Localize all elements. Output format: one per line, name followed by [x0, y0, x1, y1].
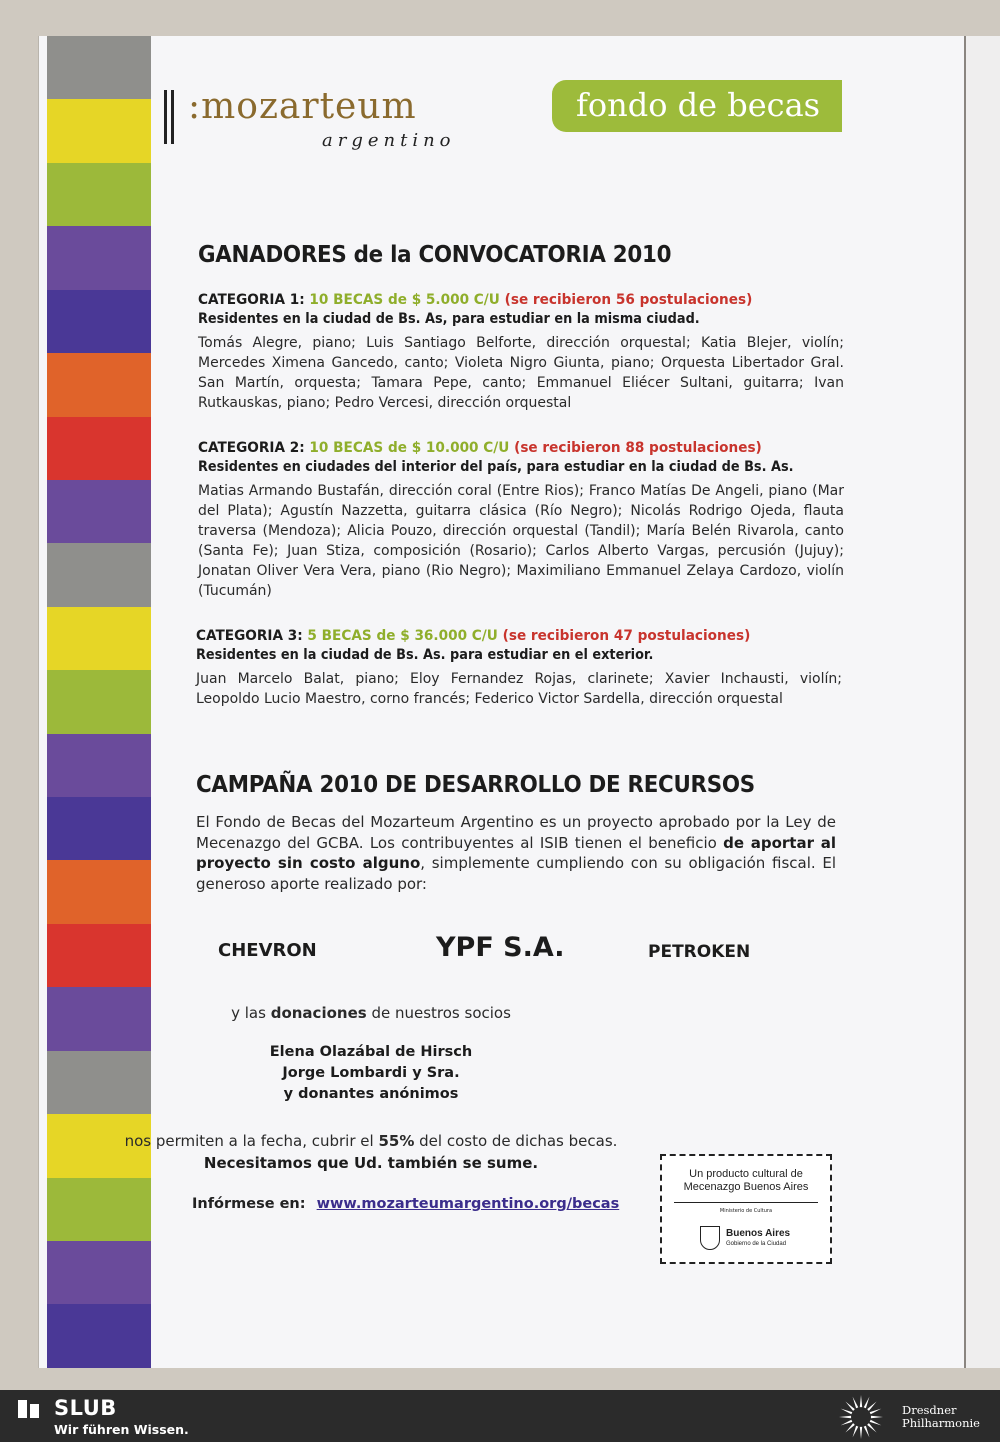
- sponsor-chevron: CHEVRON: [218, 940, 317, 961]
- donations-pre: y las: [231, 1004, 266, 1022]
- stamp-divider: [674, 1202, 818, 1203]
- category-winners: Tomás Alegre, piano; Luis Santiago Belforte, dirección orquestal; Katia Blejer, violín; Mercedes Ximena Gancedo, canto; Violeta Nigro Giunta, piano; Orquesta Libertador Gral. San Martín, orquesta; Tamara Pepe, canto; Emmanuel Eliécer Sultani, guitarra; Ivan Rutkauskas, piano; Pedro Vercesi, dirección orquestal: [198, 335, 844, 411]
- slub-tagline: Wir führen Wissen.: [54, 1422, 189, 1437]
- sunburst-ray: [841, 1409, 853, 1415]
- becas-link[interactable]: www.mozarteumargentino.org/becas: [316, 1196, 620, 1212]
- category-3-header: [196, 628, 803, 644]
- philharmonie-name[interactable]: [902, 1404, 980, 1430]
- sunburst-ray: [841, 1420, 853, 1426]
- stamp-line-1: Un producto cultural de: [689, 1168, 803, 1180]
- color-stripe: [47, 607, 151, 670]
- stamp-ministry: Ministerio de Cultura: [719, 1208, 773, 1214]
- campana-text-bold: de aportar al proyecto sin costo alguno: [196, 833, 836, 872]
- campana-paragraph: [196, 812, 836, 894]
- color-stripe: [47, 670, 151, 733]
- mecenazgo-stamp: [660, 1154, 832, 1264]
- sunburst-ray: [864, 1426, 870, 1438]
- sunburst-ray: [871, 1416, 883, 1418]
- partner-line-1: Dresdner: [902, 1403, 957, 1417]
- stamp-text: [662, 1168, 830, 1194]
- category-postulaciones: (se recibieron 56 postulaciones): [504, 292, 753, 308]
- logo-subtitle: argentino: [322, 130, 456, 151]
- category-3: [196, 628, 842, 709]
- donations-post: de nuestros socios: [371, 1004, 511, 1022]
- sunburst-ray: [853, 1426, 859, 1438]
- philharmonie-sunburst-icon[interactable]: [838, 1394, 884, 1440]
- color-stripe: [47, 290, 151, 353]
- info-line: [192, 1196, 619, 1212]
- color-stripe: [47, 417, 151, 480]
- sunburst-ray: [870, 1409, 882, 1415]
- sunburst-ray: [867, 1401, 876, 1410]
- color-stripe: [47, 543, 151, 606]
- category-winners: Matias Armando Bustafán, dirección coral (Entre Rios); Franco Matías De Angeli, piano (Mar del Plata); Agustín Nazzetta, guitarra clásica (Río Negro); Nicolás Rodrigo Ojeda, flauta traversa (Mendoza); Alicia Pouzo, dirección orquestal (Tandil); María Belén Rivarola, canto (Santa Fe); Juan Stiza, composición (Rosario); Carlos Alberto Vargas, percusión (Jujuy); Jonatan Oliver Vera Vera, piano (Rio Negro); Maximiliano Emmanuel Zelaya Cardozo, violín (Tucumán): [198, 483, 844, 599]
- partner-line-2: Philharmonie: [902, 1416, 980, 1430]
- campana-text-1: El Fondo de Becas del Mozarteum Argentino es un proyecto aprobado por la Ley de Mecenazgo del GCBA. Los contribuyentes al ISIB tienen el beneficio: [196, 813, 836, 852]
- color-stripe: [47, 353, 151, 416]
- color-stripe: [47, 860, 151, 923]
- category-2: [198, 440, 844, 601]
- stamp-government: Gobierno de la Ciudad: [726, 1241, 787, 1247]
- sunburst-ray: [860, 1427, 862, 1439]
- color-stripe: [47, 226, 151, 289]
- donations-line: [0, 1004, 834, 1022]
- category-subtitle: Residentes en la ciudad de Bs. As. para estudiar en el exterior.: [196, 647, 654, 663]
- category-2-header: [198, 440, 805, 456]
- fondo-de-becas-tag: fondo de becas: [552, 80, 842, 132]
- color-stripe: [47, 480, 151, 543]
- closing-post: del costo de dichas becas.: [419, 1132, 618, 1150]
- category-winners: Juan Marcelo Balat, piano; Eloy Fernandez Rojas, clarinete; Xavier Inchausti, violín; Leopoldo Lucio Maestro, corno francés; Federico Victor Sardella, dirección orquestal: [196, 671, 842, 707]
- slub-book-icon: [18, 1400, 40, 1418]
- category-becas: 5 BECAS de $ 36.000 C/U: [307, 628, 498, 644]
- sunburst-ray: [839, 1416, 851, 1418]
- category-1-header: [198, 292, 805, 308]
- ganadores-title: GANADORES de la CONVOCATORIA 2010: [198, 242, 672, 268]
- color-stripe: [47, 1178, 151, 1241]
- logo-bars-icon: [162, 90, 180, 144]
- category-postulaciones: (se recibieron 88 postulaciones): [514, 440, 762, 456]
- color-stripe: [47, 1241, 151, 1304]
- category-becas: 10 BECAS de $ 5.000 C/U: [309, 292, 500, 308]
- color-stripe: [47, 924, 151, 987]
- color-stripe: [47, 36, 151, 99]
- campana-text-2: , simplemente cumpliendo con su obligación fiscal. El generoso aporte realizado por:: [196, 854, 837, 893]
- closing-pre: nos permiten a la fecha, cubrir el: [124, 1132, 374, 1150]
- stamp-city: Buenos Aires: [726, 1228, 791, 1239]
- info-label: Infórmese en:: [192, 1196, 306, 1212]
- logo-word: :mozarteum: [188, 86, 417, 127]
- closing-line: [0, 1132, 834, 1150]
- category-label: CATEGORIA 2:: [198, 440, 305, 456]
- donor-name: Jorge Lombardi y Sra.: [282, 1065, 460, 1081]
- mozarteum-logo: [162, 86, 462, 182]
- sunburst-ray: [860, 1395, 862, 1407]
- closing-percentage: 55%: [378, 1132, 415, 1150]
- sunburst-ray: [867, 1423, 876, 1432]
- color-stripe: [47, 99, 151, 162]
- sunburst-ray: [845, 1423, 854, 1432]
- footer-bar: [0, 1390, 1000, 1442]
- donor-name: y donantes anónimos: [283, 1086, 459, 1102]
- color-stripe: [47, 1304, 151, 1367]
- color-stripe: [47, 163, 151, 226]
- category-subtitle: Residentes en ciudades del interior del país, para estudiar en la ciudad de Bs. As.: [198, 459, 794, 475]
- sunburst-ray: [870, 1420, 882, 1426]
- donors-list: [0, 1042, 834, 1105]
- donations-bold: donaciones: [270, 1004, 367, 1022]
- category-subtitle: Residentes en la ciudad de Bs. As, para estudiar en la misma ciudad.: [198, 311, 700, 327]
- city-shield-icon: [700, 1226, 720, 1250]
- color-stripe: [47, 734, 151, 797]
- stamp-line-2: Mecenazgo Buenos Aires: [683, 1181, 809, 1193]
- sunburst-ray: [853, 1397, 859, 1409]
- color-stripe: [47, 797, 151, 860]
- donor-name: Elena Olazábal de Hirsch: [269, 1044, 473, 1060]
- sunburst-ray: [864, 1397, 870, 1409]
- category-label: CATEGORIA 1:: [198, 292, 305, 308]
- facing-page-edge: [964, 36, 1000, 1368]
- category-label: CATEGORIA 3:: [196, 628, 303, 644]
- closing-call: Necesitamos que Ud. también se sume.: [203, 1154, 539, 1172]
- campana-title: CAMPAÑA 2010 DE DESARROLLO DE RECURSOS: [196, 772, 755, 798]
- category-postulaciones: (se recibieron 47 postulaciones): [502, 628, 751, 644]
- category-1: [198, 292, 844, 413]
- sunburst-ray: [845, 1401, 854, 1410]
- sponsor-petroken: PETROKEN: [648, 942, 751, 962]
- sponsor-ypf: YPF S.A.: [436, 932, 565, 963]
- slub-logo-text[interactable]: SLUB: [54, 1396, 117, 1420]
- category-becas: 10 BECAS de $ 10.000 C/U: [309, 440, 510, 456]
